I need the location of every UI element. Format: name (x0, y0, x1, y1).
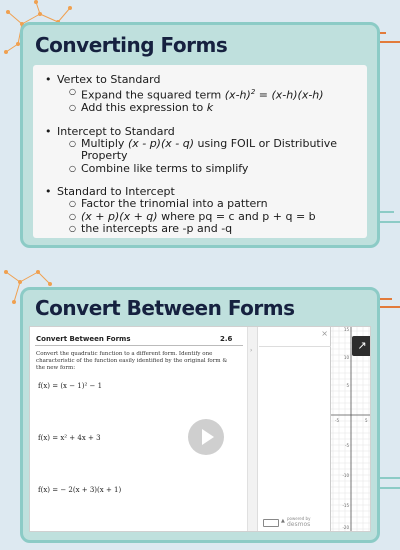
section-heading: Vertex to Standard (57, 73, 161, 86)
popout-icon[interactable]: ↗ (352, 336, 371, 356)
y-tick-label: -10 (342, 473, 349, 478)
divider (35, 345, 243, 346)
powered-by-label: powered by (287, 516, 311, 521)
graph-area[interactable] (331, 327, 371, 532)
worksheet-number: 2.6 (220, 335, 233, 343)
x-tick-label: 5 (365, 418, 368, 423)
y-tick-label: -5 (345, 443, 349, 448)
collapse-panel-tab[interactable] (248, 327, 258, 532)
equation-1: f(x) = (x − 1)² − 1 (38, 382, 103, 390)
worksheet-instructions: Convert the quadratic function to a different form. Identify one characteristic of the function easily identified by the original form & the new form: (36, 351, 228, 371)
caret-up-icon[interactable]: ▲ (281, 518, 285, 524)
graph-grid (331, 327, 371, 532)
y-tick-label: 10 (343, 355, 349, 360)
expression-list (259, 327, 331, 532)
video-embed[interactable] (29, 326, 371, 532)
list-item: ○ Factor the trinomial into a pattern (69, 198, 359, 211)
section-heading: Standard to Intercept (57, 185, 175, 199)
list-item: ○ Combine like terms to simplify (69, 163, 359, 176)
convert-between-forms-card (20, 287, 380, 543)
list-item (45, 125, 359, 176)
y-tick-label: 15 (343, 327, 349, 332)
desmos-logo: desmos (287, 521, 311, 528)
card-title: Convert Between Forms (35, 296, 295, 320)
list-item: ○ Multiply (x - p)(x - q) using FOIL or Distributive Property (69, 138, 359, 163)
notes-list (45, 73, 359, 236)
section-heading: Intercept to Standard (57, 124, 175, 138)
expression-input[interactable] (259, 327, 331, 347)
close-icon[interactable]: × (321, 329, 328, 338)
worksheet (30, 327, 248, 532)
equation-3: f(x) = − 2(x + 3)(x + 1) (38, 486, 122, 494)
y-tick-label: -15 (342, 503, 349, 508)
play-button-icon[interactable] (188, 419, 224, 455)
chevron-right-icon: › (250, 347, 253, 354)
list-item: ○ Add this expression to k (69, 102, 359, 115)
converting-forms-card (20, 22, 380, 248)
list-item: ○ the intercepts are -p and -q (69, 223, 359, 236)
card-title: Converting Forms (35, 33, 228, 57)
keyboard-icon[interactable] (263, 519, 279, 527)
list-item (45, 73, 359, 115)
list-item: ○ (x + p)(x + q) where pq = c and p + q = b (69, 211, 359, 224)
x-tick-label: -5 (335, 418, 339, 423)
list-item (45, 185, 359, 236)
y-tick-label: 5 (346, 383, 349, 388)
y-tick-label: -20 (342, 525, 349, 530)
list-item: ○ Expand the squared term $(x-h)^2 = (x-h)(x-h)$ (69, 86, 359, 102)
notes-panel (33, 65, 367, 238)
worksheet-title: Convert Between Forms (36, 335, 131, 343)
equation-2: f(x) = x² + 4x + 3 (38, 434, 101, 442)
